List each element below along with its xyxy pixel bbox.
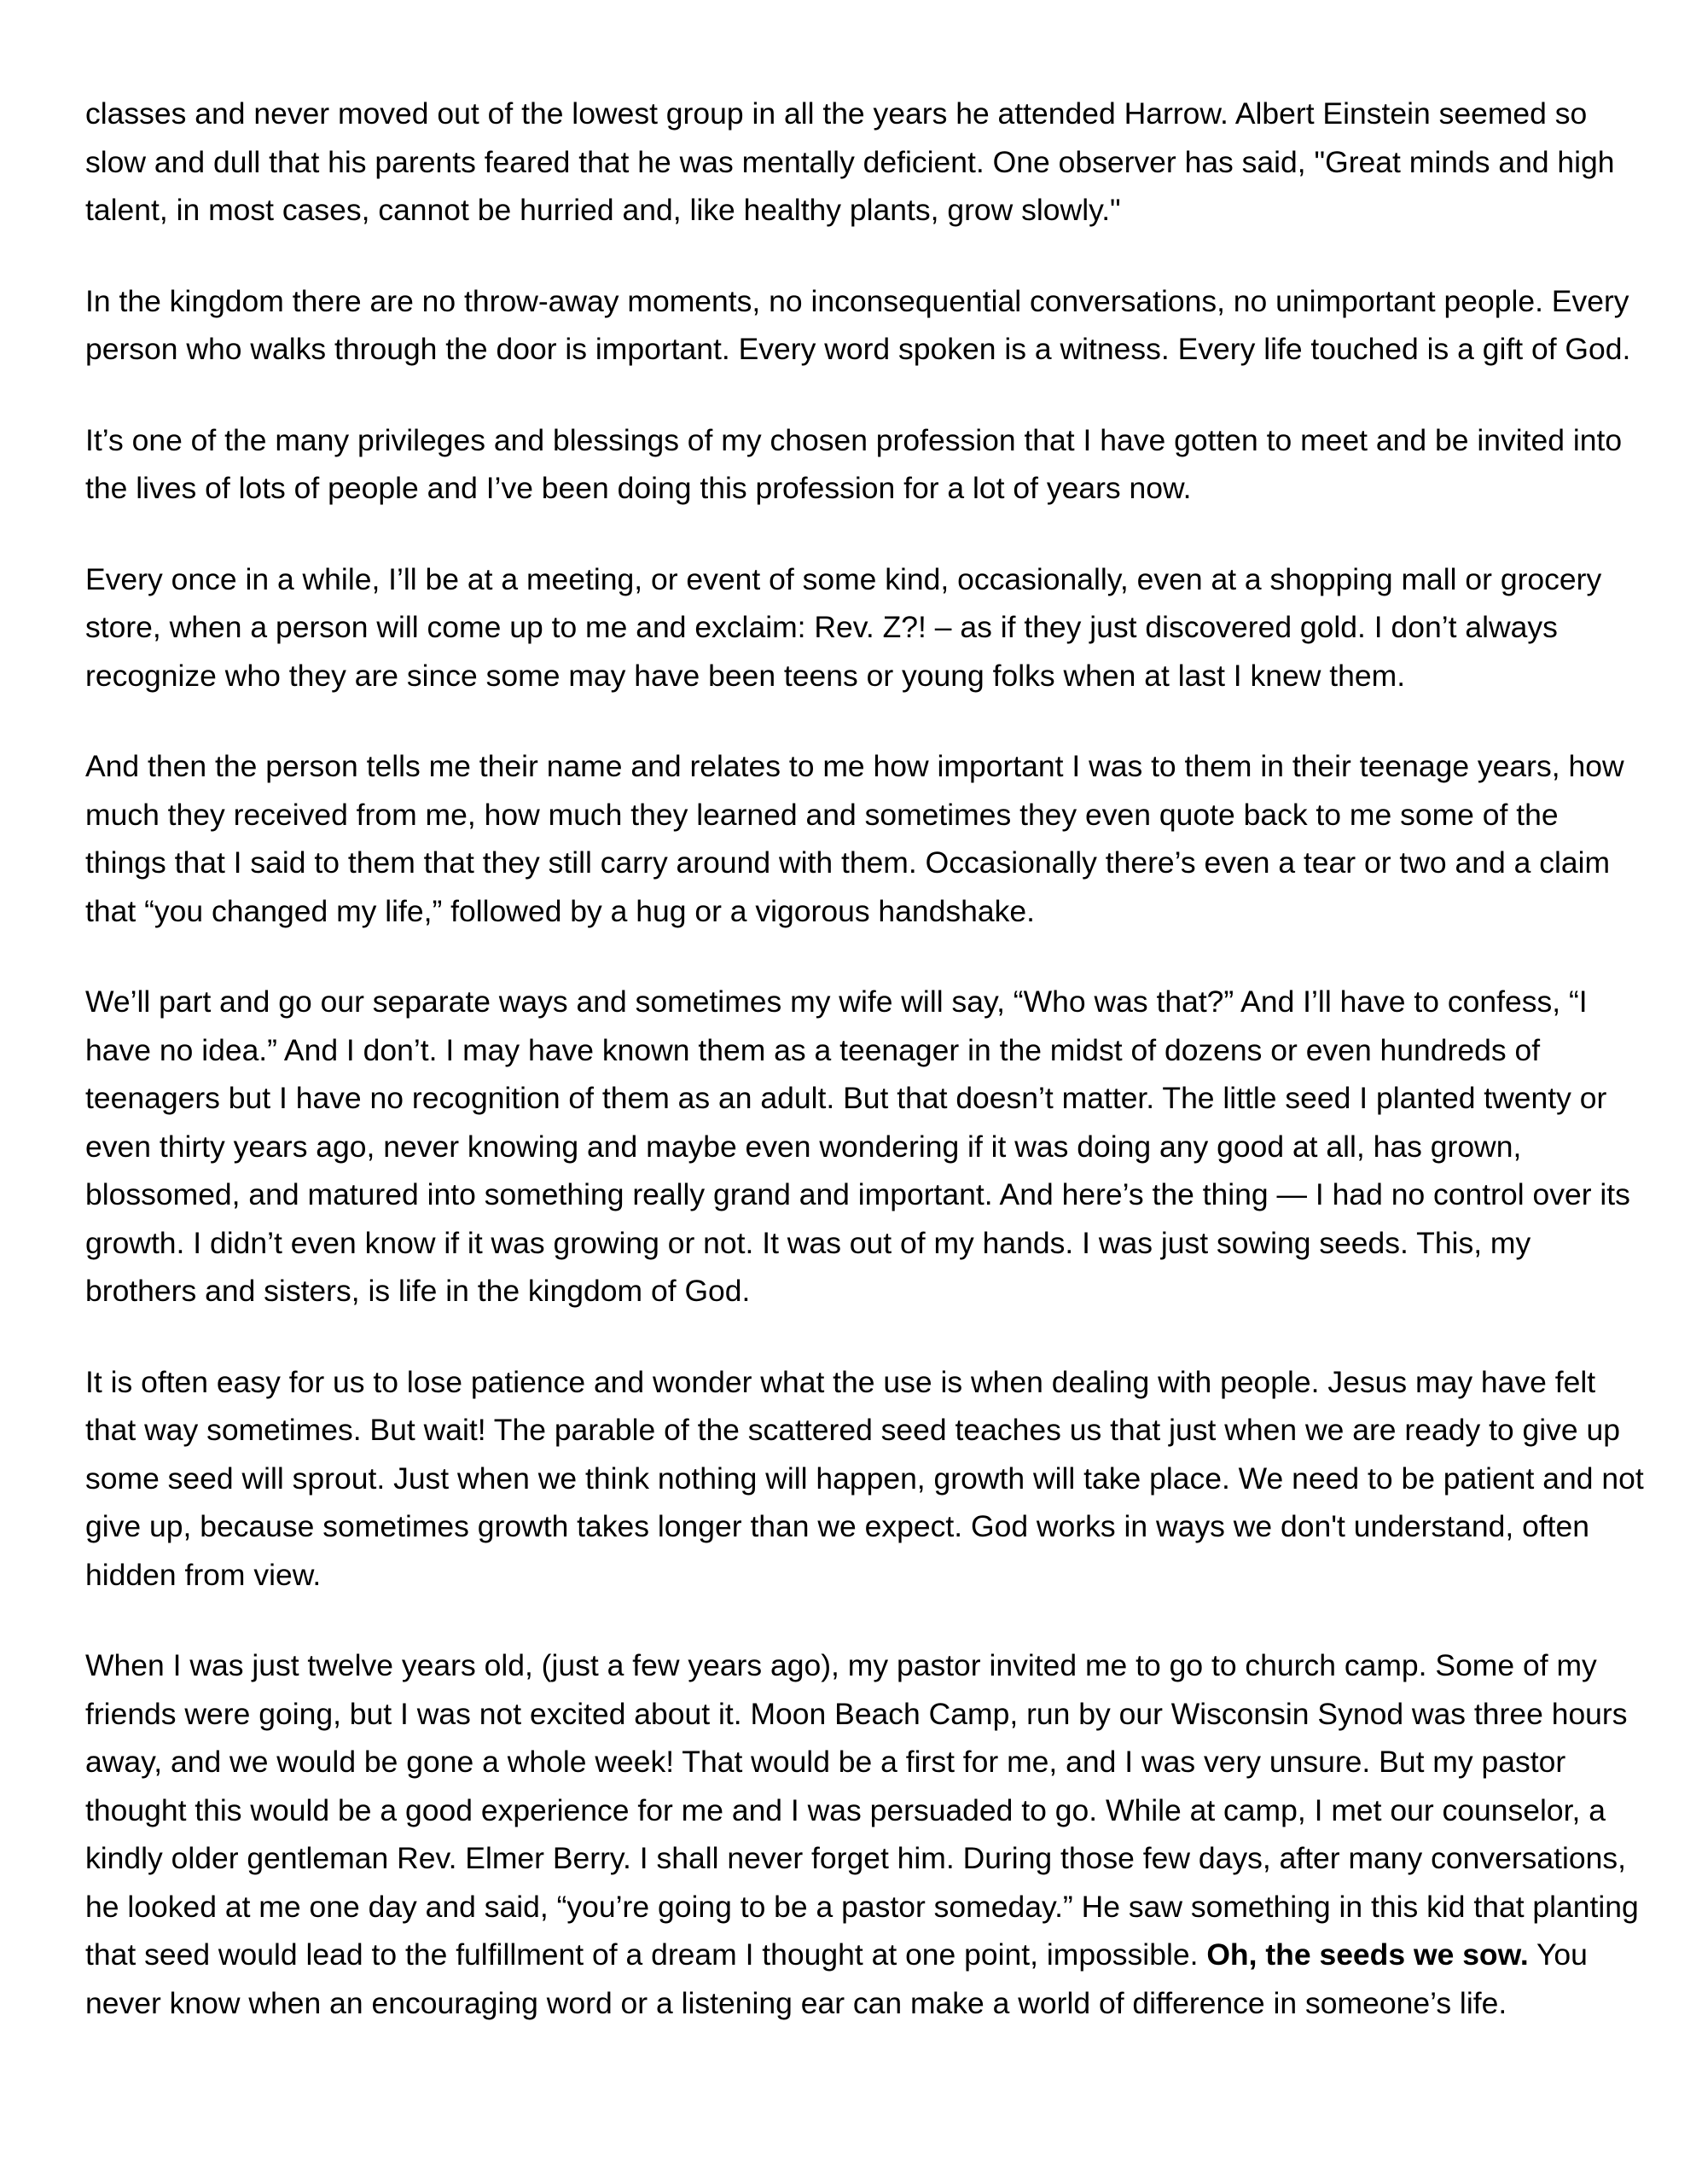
paragraph-8-text-before: When I was just twelve years old, (just a few years ago), my pastor invited me to go to church camp. Some of my friends were going, but I was not excited about it. Moon Beach Camp, run by our Wisconsin Synod was three hours away, and we would be gone a whole week! That would be a first for me, and I was very unsure. But my pastor thought this would be a good experience for me and I was persuaded to go. While at camp, I met our counselor, a kindly older gentleman Rev. Elmer Berry. I shall never forget him. During those few days, after many conversations, he looked at me one day and said, “you’re going to be a pastor someday.” He saw something in this kid that planting that seed would lead to the fulfillment of a dream I thought at one point, impossible. xyxy=(85,1648,1639,1972)
paragraph-1: classes and never moved out of the lowest group in all the years he attended Harrow. Albert Einstein seemed so slow and dull that his parents feared that he was mentally deficient. One observer has said, "Great minds and high talent, in most cases, cannot be hurried and, like healthy plants, grow slowly." xyxy=(85,96,1615,227)
paragraph-8-text-after: You never know when an encouraging word or a listening ear can make a world of difference in someone’s life. xyxy=(85,1937,1588,2020)
paragraph-7: It is often easy for us to lose patience and wonder what the use is when dealing with people. Jesus may have felt that way sometimes. But wait! The parable of the scattered seed teaches us that just when we are ready to give up some seed will sprout. Just when we think nothing will happen, growth will take place. We need to be patient and not give up, because sometimes growth takes longer than we expect. God works in ways we don't understand, often hidden from view. xyxy=(85,1364,1644,1592)
paragraph-3: It’s one of the many privileges and blessings of my chosen profession that I have gotten to meet and be invited into the lives of lots of people and I’ve been doing this profession for a lot of years now. xyxy=(85,422,1623,505)
paragraph-6: We’ll part and go our separate ways and sometimes my wife will say, “Who was that?” And I’ll have to confess, “I have no idea.” And I don’t. I may have known them as a teenager in the midst of dozens or even hundreds of teenagers but I have no recognition of them as an adult. But that doesn’t matter. The little seed I planted twenty or even thirty years ago, never knowing and maybe even wondering if it was doing any good at all, has grown, blossomed, and matured into something really grand and important. And here’s the thing — I had no control over its growth. I didn’t even know if it was growing or not. It was out of my hands. I was just sowing seeds. This, my brothers and sisters, is life in the kingdom of God. xyxy=(85,985,1630,1308)
paragraph-2: In the kingdom there are no throw-away moments, no inconsequential conversations, no unimportant people. Every person who walks through the door is important. Every word spoken is a witness. Every life touched is a gift of God. xyxy=(85,283,1631,366)
paragraph-8 xyxy=(85,1641,1647,2027)
paragraph-4: Every once in a while, I’ll be at a meeting, or event of some kind, occasionally, even at a shopping mall or grocery store, when a person will come up to me and exclaim: Rev. Z?! – as if they just discovered gold. I don’t always recognize who they are since some may have been teens or young folks when at last I knew them. xyxy=(85,561,1602,693)
paragraph-5: And then the person tells me their name and relates to me how important I was to them in their teenage years, how much they received from me, how much they learned and sometimes they even quote back to me some of the things that I said to them that they still carry around with them. Occasionally there’s even a tear or two and a claim that “you changed my life,” followed by a hug or a vigorous handshake. xyxy=(85,749,1624,928)
emphasis-seeds-we-sow: Oh, the seeds we sow. xyxy=(1206,1937,1529,1972)
document-page xyxy=(85,90,1647,2027)
